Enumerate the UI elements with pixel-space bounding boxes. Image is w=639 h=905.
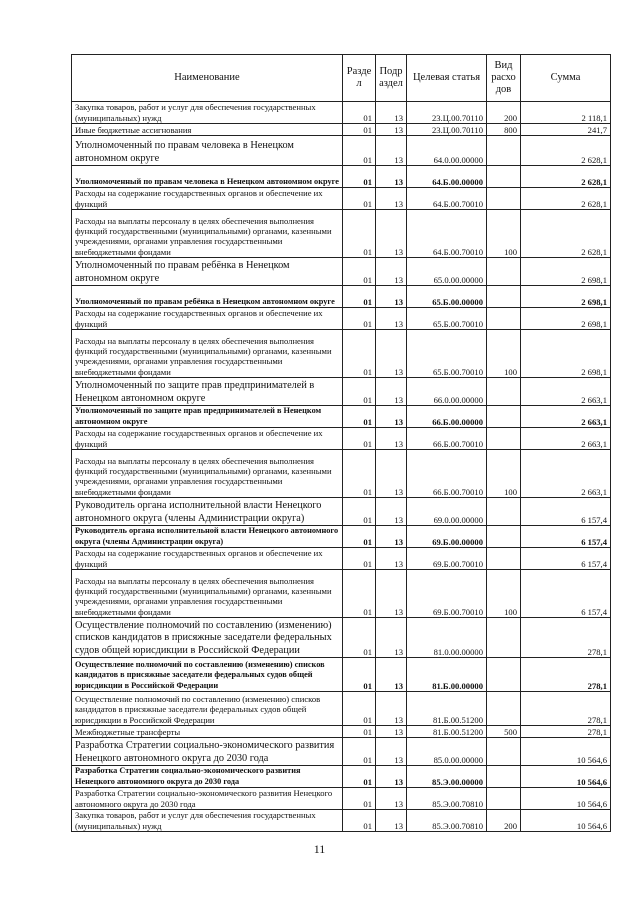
row-sum: 278,1: [521, 618, 611, 658]
row-name: Межбюджетные трансферты: [72, 726, 343, 738]
header-name: Наименование: [72, 55, 343, 102]
row-razdel: 01: [343, 738, 376, 766]
header-razdel: Разде л: [343, 55, 376, 102]
row-podrazdel: 13: [376, 188, 407, 210]
row-razdel: 01: [343, 102, 376, 124]
row-razdel: 01: [343, 788, 376, 810]
row-sum: 10 564,6: [521, 766, 611, 788]
row-target: 85.Э.00.00000: [407, 766, 487, 788]
row-podrazdel: 13: [376, 286, 407, 308]
table-row: [72, 166, 611, 188]
row-sum: 278,1: [521, 692, 611, 726]
table-row: [72, 498, 611, 526]
row-name: Осуществление полномочий по составлению (изменению) списков кандидатов в присяжные заседатели федеральных судов общей юрисдикции в Российской Федерации: [72, 658, 343, 692]
row-target: 65.0.00.00000: [407, 258, 487, 286]
row-target: 66.Б.00.70010: [407, 450, 487, 498]
table-row: [72, 692, 611, 726]
row-sum: 2 628,1: [521, 188, 611, 210]
row-name: Расходы на выплаты персоналу в целях обеспечения выполнения функций государственными (муниципальными) органами, казенными учреждениями, органами управления государственными внебюджетными фондами: [72, 210, 343, 258]
row-podrazdel: 13: [376, 498, 407, 526]
row-razdel: 01: [343, 124, 376, 136]
row-razdel: 01: [343, 210, 376, 258]
table-row: [72, 766, 611, 788]
row-target: 81.Б.00.51200: [407, 726, 487, 738]
row-razdel: 01: [343, 766, 376, 788]
row-sum: 2 698,1: [521, 330, 611, 378]
row-name: Расходы на выплаты персоналу в целях обеспечения выполнения функций государственными (муниципальными) органами, казенными учреждениями, органами управления государственными внебюджетными фондами: [72, 570, 343, 618]
row-vid: [487, 526, 521, 548]
row-podrazdel: 13: [376, 308, 407, 330]
row-podrazdel: 13: [376, 378, 407, 406]
page-number: 11: [313, 842, 326, 856]
row-sum: 278,1: [521, 658, 611, 692]
row-podrazdel: 13: [376, 658, 407, 692]
table-row: [72, 286, 611, 308]
row-name: Разработка Стратегии социально-экономического развития Ненецкого автономного округа до 2030 года: [72, 788, 343, 810]
table-row: [72, 450, 611, 498]
row-vid: [487, 378, 521, 406]
row-vid: 800: [487, 124, 521, 136]
row-name: Уполномоченный по защите прав предпринимателей в Ненецком автономном округе: [72, 378, 343, 406]
row-vid: [487, 738, 521, 766]
table-row: [72, 658, 611, 692]
row-razdel: 01: [343, 136, 376, 166]
row-podrazdel: 13: [376, 810, 407, 832]
row-sum: 2 118,1: [521, 102, 611, 124]
row-vid: [487, 658, 521, 692]
row-name: Расходы на содержание государственных органов и обеспечение их функций: [72, 188, 343, 210]
row-name: Расходы на содержание государственных органов и обеспечение их функций: [72, 428, 343, 450]
row-podrazdel: 13: [376, 570, 407, 618]
row-target: 69.0.00.00000: [407, 498, 487, 526]
row-vid: 500: [487, 726, 521, 738]
row-vid: [487, 428, 521, 450]
row-name: Уполномоченный по правам ребёнка в Ненецком автономном округе: [72, 286, 343, 308]
row-sum: 2 663,1: [521, 428, 611, 450]
row-sum: 2 628,1: [521, 166, 611, 188]
row-name: Уполномоченный по правам ребёнка в Ненецком автономном округе: [72, 258, 343, 286]
row-razdel: 01: [343, 692, 376, 726]
table-row: [72, 428, 611, 450]
row-vid: [487, 286, 521, 308]
row-target: 23.Ц.00.70110: [407, 102, 487, 124]
row-target: 69.Б.00.00000: [407, 526, 487, 548]
row-vid: [487, 258, 521, 286]
row-razdel: 01: [343, 188, 376, 210]
row-name: Иные бюджетные ассигнования: [72, 124, 343, 136]
row-sum: 2 698,1: [521, 258, 611, 286]
row-target: 64.Б.00.70010: [407, 210, 487, 258]
row-sum: 2 663,1: [521, 450, 611, 498]
row-vid: [487, 136, 521, 166]
row-target: 64.0.00.00000: [407, 136, 487, 166]
budget-table-container: [71, 54, 610, 832]
row-razdel: 01: [343, 308, 376, 330]
row-razdel: 01: [343, 658, 376, 692]
row-name: Руководитель органа исполнительной власти Ненецкого автономного округа (члены Администрации округа): [72, 498, 343, 526]
budget-table: [71, 54, 611, 832]
row-name: Осуществление полномочий по составлению (изменению) списков кандидатов в присяжные заседатели федеральных судов общей юрисдикции в Российской Федерации: [72, 618, 343, 658]
row-vid: 200: [487, 810, 521, 832]
row-razdel: 01: [343, 258, 376, 286]
table-row: [72, 378, 611, 406]
row-razdel: 01: [343, 330, 376, 378]
table-row: [72, 526, 611, 548]
row-sum: 2 628,1: [521, 136, 611, 166]
row-podrazdel: 13: [376, 788, 407, 810]
row-target: 23.Ц.00.70110: [407, 124, 487, 136]
header-podrazdel: Подр аздел: [376, 55, 407, 102]
row-podrazdel: 13: [376, 102, 407, 124]
row-podrazdel: 13: [376, 692, 407, 726]
row-sum: 2 663,1: [521, 406, 611, 428]
row-vid: 100: [487, 210, 521, 258]
row-razdel: 01: [343, 450, 376, 498]
table-row: [72, 188, 611, 210]
row-name: Разработка Стратегии социально-экономического развития Ненецкого автономного округа до 2030 года: [72, 738, 343, 766]
row-vid: [487, 166, 521, 188]
row-name: Закупка товаров, работ и услуг для обеспечения государственных (муниципальных) нужд: [72, 102, 343, 124]
row-target: 66.Б.00.70010: [407, 428, 487, 450]
header-sum: Сумма: [521, 55, 611, 102]
row-name: Уполномоченный по правам человека в Ненецком автономном округе: [72, 166, 343, 188]
row-razdel: 01: [343, 526, 376, 548]
row-podrazdel: 13: [376, 330, 407, 378]
row-podrazdel: 13: [376, 124, 407, 136]
row-name: Руководитель органа исполнительной власти Ненецкого автономного округа (члены Администрации округа): [72, 526, 343, 548]
table-row: [72, 788, 611, 810]
row-sum: 2 698,1: [521, 286, 611, 308]
row-name: Расходы на содержание государственных органов и обеспечение их функций: [72, 548, 343, 570]
row-target: 66.Б.00.00000: [407, 406, 487, 428]
row-target: 64.Б.00.70010: [407, 188, 487, 210]
row-vid: 100: [487, 450, 521, 498]
row-sum: 6 157,4: [521, 526, 611, 548]
row-target: 65.Б.00.00000: [407, 286, 487, 308]
row-sum: 2 628,1: [521, 210, 611, 258]
row-podrazdel: 13: [376, 406, 407, 428]
header-target: Целевая статья: [407, 55, 487, 102]
table-row: [72, 548, 611, 570]
row-razdel: 01: [343, 378, 376, 406]
row-podrazdel: 13: [376, 526, 407, 548]
row-target: 69.Б.00.70010: [407, 548, 487, 570]
row-target: 65.Б.00.70010: [407, 308, 487, 330]
row-podrazdel: 13: [376, 548, 407, 570]
row-vid: [487, 618, 521, 658]
row-target: 81.Б.00.00000: [407, 658, 487, 692]
row-vid: [487, 692, 521, 726]
row-sum: 2 698,1: [521, 308, 611, 330]
row-podrazdel: 13: [376, 450, 407, 498]
row-vid: [487, 548, 521, 570]
row-target: 85.Э.00.70810: [407, 788, 487, 810]
row-sum: 241,7: [521, 124, 611, 136]
row-target: 65.Б.00.70010: [407, 330, 487, 378]
row-vid: [487, 308, 521, 330]
table-row: [72, 570, 611, 618]
row-sum: 6 157,4: [521, 548, 611, 570]
row-name: Осуществление полномочий по составлению (изменению) списков кандидатов в присяжные заседатели федеральных судов общей юрисдикции в Российской Федерации: [72, 692, 343, 726]
row-target: 64.Б.00.00000: [407, 166, 487, 188]
row-podrazdel: 13: [376, 428, 407, 450]
row-podrazdel: 13: [376, 618, 407, 658]
row-target: 81.Б.00.51200: [407, 692, 487, 726]
row-razdel: 01: [343, 618, 376, 658]
table-row: [72, 124, 611, 136]
row-vid: [487, 406, 521, 428]
row-podrazdel: 13: [376, 738, 407, 766]
row-vid: 100: [487, 330, 521, 378]
row-podrazdel: 13: [376, 136, 407, 166]
row-razdel: 01: [343, 570, 376, 618]
table-row: [72, 258, 611, 286]
row-razdel: 01: [343, 548, 376, 570]
row-razdel: 01: [343, 406, 376, 428]
table-row: [72, 726, 611, 738]
row-podrazdel: 13: [376, 166, 407, 188]
table-row: [72, 330, 611, 378]
row-name: Уполномоченный по защите прав предпринимателей в Ненецком автономном округе: [72, 406, 343, 428]
row-vid: [487, 788, 521, 810]
table-row: [72, 738, 611, 766]
header-vid: Вид расхо дов: [487, 55, 521, 102]
row-target: 85.0.00.00000: [407, 738, 487, 766]
table-header-row: [72, 55, 611, 102]
row-target: 69.Б.00.70010: [407, 570, 487, 618]
row-razdel: 01: [343, 810, 376, 832]
row-sum: 2 663,1: [521, 378, 611, 406]
row-name: Закупка товаров, работ и услуг для обеспечения государственных (муниципальных) нужд: [72, 810, 343, 832]
row-name: Уполномоченный по правам человека в Ненецком автономном округе: [72, 136, 343, 166]
row-podrazdel: 13: [376, 726, 407, 738]
table-row: [72, 210, 611, 258]
table-row: [72, 136, 611, 166]
row-name: Разработка Стратегии социально-экономического развития Ненецкого автономного округа до 2030 года: [72, 766, 343, 788]
table-row: [72, 308, 611, 330]
row-vid: 100: [487, 570, 521, 618]
row-name: Расходы на выплаты персоналу в целях обеспечения выполнения функций государственными (муниципальными) органами, казенными учреждениями, органами управления государственными внебюджетными фондами: [72, 330, 343, 378]
row-sum: 10 564,6: [521, 788, 611, 810]
row-sum: 6 157,4: [521, 570, 611, 618]
row-razdel: 01: [343, 498, 376, 526]
row-name: Расходы на выплаты персоналу в целях обеспечения выполнения функций государственными (муниципальными) органами, казенными учреждениями, органами управления государственными внебюджетными фондами: [72, 450, 343, 498]
row-vid: [487, 188, 521, 210]
table-row: [72, 102, 611, 124]
table-body: [72, 102, 611, 832]
row-sum: 10 564,6: [521, 810, 611, 832]
row-razdel: 01: [343, 166, 376, 188]
row-name: Расходы на содержание государственных органов и обеспечение их функций: [72, 308, 343, 330]
row-sum: 10 564,6: [521, 738, 611, 766]
row-podrazdel: 13: [376, 766, 407, 788]
row-podrazdel: 13: [376, 258, 407, 286]
row-sum: 278,1: [521, 726, 611, 738]
row-podrazdel: 13: [376, 210, 407, 258]
row-target: 81.0.00.00000: [407, 618, 487, 658]
table-row: [72, 810, 611, 832]
row-sum: 6 157,4: [521, 498, 611, 526]
row-razdel: 01: [343, 726, 376, 738]
table-row: [72, 618, 611, 658]
row-razdel: 01: [343, 286, 376, 308]
table-row: [72, 406, 611, 428]
row-vid: 200: [487, 102, 521, 124]
row-target: 85.Э.00.70810: [407, 810, 487, 832]
row-vid: [487, 766, 521, 788]
row-target: 66.0.00.00000: [407, 378, 487, 406]
row-razdel: 01: [343, 428, 376, 450]
row-vid: [487, 498, 521, 526]
